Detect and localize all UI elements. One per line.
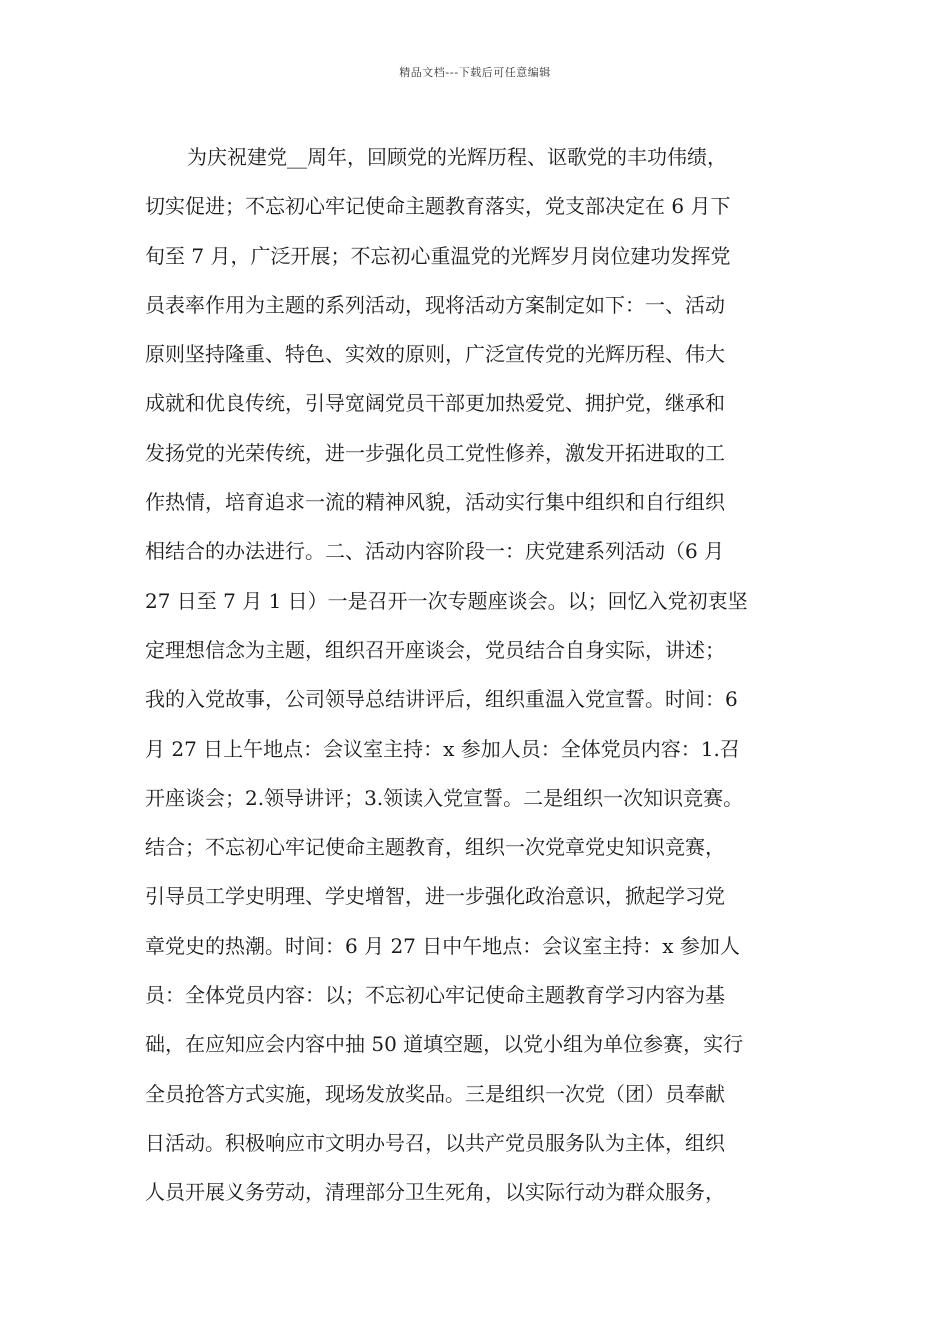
text-line: 人员开展义务劳动，清理部分卫生死角，以实际行动为群众服务， bbox=[145, 1180, 725, 1205]
text-line: 引导员工学史明理、学史增智，进一步强化政治意识，掀起学习党 bbox=[145, 884, 725, 909]
text-line: 发扬党的光荣传统，进一步强化员工党性修养，激发开拓进取的工 bbox=[145, 440, 725, 465]
text-line: 员表率作用为主题的系列活动，现将活动方案制定如下：一、活动 bbox=[145, 292, 725, 317]
text-line: 日活动。积极响应市文明办号召，以共产党员服务队为主体，组织 bbox=[145, 1130, 725, 1155]
text-line: 27 日至 7 月 1 日）一是召开一次专题座谈会。以；回忆入党初衷坚 bbox=[145, 588, 748, 613]
text-line: 全员抢答方式实施，现场发放奖品。三是组织一次党（团）员奉献 bbox=[145, 1081, 725, 1106]
text-line: 相结合的办法进行。二、活动内容阶段一：庆党建系列活动（6 月 bbox=[145, 539, 725, 564]
text-line: 旬至 7 月，广泛开展；不忘初心重温党的光辉岁月岗位建功发挥党 bbox=[145, 243, 731, 268]
text-line: 为庆祝建党__周年，回顾党的光辉历程、讴歌党的丰功伟绩， bbox=[187, 145, 727, 169]
text-line: 原则坚持隆重、特色、实效的原则，广泛宣传党的光辉历程、伟大 bbox=[145, 342, 725, 367]
text-line: 作热情，培育追求一流的精神风貌，活动实行集中组织和自行组织 bbox=[145, 490, 725, 515]
text-line: 章党史的热潮。时间：6 月 27 日中午地点：会议室主持：x 参加人 bbox=[145, 933, 740, 958]
text-line: 结合；不忘初心牢记使命主题教育，组织一次党章党史知识竞赛， bbox=[145, 835, 725, 860]
page-header: 精品文档---下载后可任意编辑 bbox=[399, 66, 551, 79]
body-paragraph bbox=[145, 133, 835, 1218]
text-line: 月 27 日上午地点：会议室主持：x 参加人员：全体党员内容：1.召 bbox=[145, 736, 740, 761]
text-line: 开座谈会；2.领导讲评；3.领读入党宣誓。二是组织一次知识竞赛。 bbox=[145, 785, 744, 810]
text-line: 定理想信念为主题，组织召开座谈会，党员结合自身实际，讲述； bbox=[145, 637, 725, 662]
text-line: 础，在应知应会内容中抽 50 道填空题，以党小组为单位参赛，实行 bbox=[145, 1032, 744, 1057]
text-line: 切实促进；不忘初心牢记使命主题教育落实，党支部决定在 6 月下 bbox=[145, 194, 731, 219]
text-line: 成就和优良传统，引导宽阔党员干部更加热爱党、拥护党，继承和 bbox=[145, 391, 725, 416]
text-line: 我的入党故事，公司领导总结讲评后，组织重温入党宣誓。时间：6 bbox=[145, 687, 738, 712]
text-line: 员：全体党员内容：以；不忘初心牢记使命主题教育学习内容为基 bbox=[145, 983, 725, 1008]
